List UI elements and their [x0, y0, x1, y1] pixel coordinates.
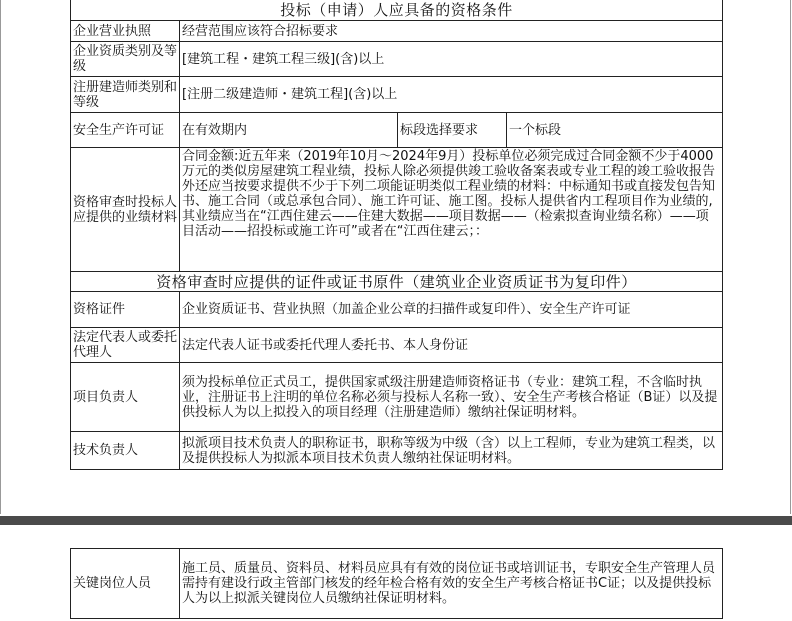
section-select-label: 标段选择要求: [398, 113, 507, 148]
safety-label: 安全生产许可证: [71, 113, 180, 148]
table-row: [71, 77, 723, 113]
performance-value: 合同金额:近五年来（2019年10月～2024年9月）投标单位必须完成过合同金额不少于4000万元的类似房屋建筑工程业绩，投标人除必须提供竣工验收备案表或专业工程的竣工验收报告外还应当按要求提供不少于下列二项能证明类似工程业绩的材料：中标通知书或直接发包告知书、施工合同（或总承包合同）、施工许可证、施工图。投标人提供省内工程项目作为业绩的,其业绩应当在“江西住建云——住建大数据——项目数据——（检索拟查询业绩名称）——项目活动——招投标或施工许可”或者在“江西住建云；：: [180, 148, 723, 272]
page-right-edge: [790, 0, 791, 514]
key-staff-value: 施工员、质量员、资料员、材料员应具有有效的岗位证书或培训证书，专职安全生产管理人员需持有建设行政主管部门核发的经年检合格有效的安全生产考核合格证书C证；以及提供投标人为以上拟派关键岗位人员缴纳社保证明材料。: [180, 549, 723, 619]
legal-rep-label: 法定代表人或委托代理人: [71, 328, 180, 363]
tech-value: 拟派项目技术负责人的职称证书，职称等级为中级（含）以上工程师，专业为建筑工程类，以及提供投标人为拟派本项目技术负责人缴纳社保证明材料。: [180, 432, 723, 470]
section-title-row: [71, 0, 723, 21]
section2-title: 资格审查时应提供的证件或证书原件（建筑业企业资质证书为复印件）: [71, 272, 723, 292]
legal-rep-value: 法定代表人证书或委托代理人委托书、本人身份证: [180, 328, 723, 363]
table-row: [71, 21, 723, 42]
architect-label: 注册建造师类别和等级: [71, 77, 180, 113]
cert-label: 资格证件: [71, 292, 180, 328]
table-row: [71, 292, 723, 328]
page-break-band: [0, 516, 792, 525]
tech-label: 技术负责人: [71, 432, 180, 470]
performance-label: 资格审查时投标人应提供的业绩材料: [71, 148, 180, 272]
qualification-label: 企业资质类别及等级: [71, 42, 180, 77]
table-row: [71, 113, 723, 148]
qualification-value: [建筑工程・建筑工程三级](含)以上: [180, 42, 723, 77]
table-row: [71, 328, 723, 363]
license-label: 企业营业执照: [71, 21, 180, 42]
architect-value: [注册二级建造师・建筑工程](含)以上: [180, 77, 723, 113]
table-row: [71, 549, 723, 619]
key-staff-label: 关键岗位人员: [71, 549, 180, 619]
license-value: 经营范围应该符合招标要求: [180, 21, 723, 42]
qualification-table: [70, 0, 723, 470]
section-title: 投标（申请）人应具备的资格条件: [71, 0, 723, 21]
page-left-edge: [0, 0, 1, 514]
section-select-value: 一个标段: [507, 113, 723, 148]
safety-value: 在有效期内: [180, 113, 398, 148]
cert-value: 企业资质证书、营业执照（加盖企业公章的扫描件或复印件）、安全生产许可证: [180, 292, 723, 328]
pm-value: 须为投标单位正式员工，提供国家贰级注册建造师资格证书（专业：建筑工程，不含临时执业，注册证书上注明的单位名称必须与投标人名称一致）、安全生产考核合格证（B证）以及提供投标人为以上拟投入的项目经理（注册建造师）缴纳社保证明材料。: [180, 363, 723, 432]
table-row: [71, 363, 723, 432]
section-title-row: [71, 272, 723, 292]
pm-label: 项目负责人: [71, 363, 180, 432]
table-row: [71, 432, 723, 470]
table-row: [71, 42, 723, 77]
qualification-table-continued: [70, 548, 723, 619]
table-row: [71, 148, 723, 272]
